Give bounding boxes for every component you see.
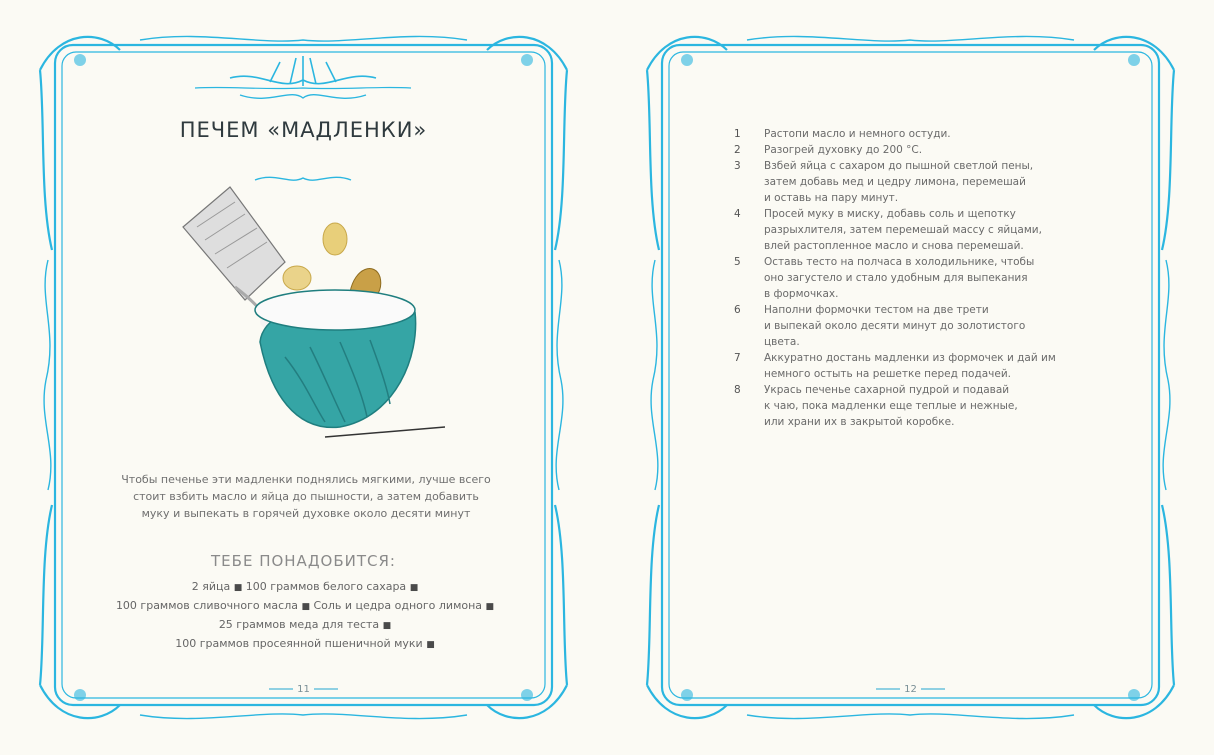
step-text: Взбей яйца с сахаром до пышной светлой пены, — [764, 160, 1034, 172]
step-text: Просей муку в миску, добавь соль и щепотку — [764, 208, 1016, 220]
divider — [269, 688, 293, 690]
step-text: оно загустело и стало удобным для выпекания — [764, 272, 1028, 284]
page-number: 11 — [297, 684, 310, 695]
intro-line: стоит взбить масло и яйца до пышности, а затем добавить — [133, 490, 479, 503]
ingredient-item: 25 граммов меда для теста — [218, 618, 380, 631]
step-number: 7 — [734, 352, 741, 364]
step-item — [734, 382, 1094, 430]
step-item — [734, 126, 1094, 142]
step-item — [734, 206, 1094, 254]
step-number: 2 — [734, 144, 741, 156]
bowl-illustration — [175, 182, 445, 447]
step-number: 1 — [734, 128, 741, 140]
step-text: или храни их в закрытой коробке. — [764, 416, 955, 428]
bullet-icon: ■ — [382, 621, 392, 631]
divider — [921, 688, 945, 690]
step-text: разрыхлителя, затем перемешай массу с яйцами, — [764, 224, 1042, 236]
step-text: и выпекай около десяти минут до золотистого — [764, 320, 1026, 332]
ingredient-row — [70, 578, 540, 597]
step-text: Аккуратно достань мадленки из формочек и дай им — [764, 352, 1056, 364]
step-item — [734, 302, 1094, 350]
intro-line: муку и выпекать в горячей духовке около десяти минут — [141, 507, 471, 520]
page-number: 12 — [904, 684, 917, 695]
step-text: к чаю, пока мадленки еще теплые и нежные, — [764, 400, 1018, 412]
bullet-icon: ■ — [409, 583, 419, 593]
step-item — [734, 158, 1094, 206]
step-text: в формочках. — [764, 288, 839, 300]
divider — [314, 688, 338, 690]
step-item — [734, 254, 1094, 302]
bullet-icon: ■ — [485, 602, 495, 612]
step-item — [734, 142, 1094, 158]
step-text: и оставь на пару минут. — [764, 192, 899, 204]
page-number-left — [0, 684, 607, 695]
step-number: 3 — [734, 160, 741, 172]
ingredients-list — [70, 578, 540, 654]
divider — [876, 688, 900, 690]
right-page — [607, 0, 1214, 755]
step-text: Укрась печенье сахарной пудрой и подавай — [764, 384, 1010, 396]
ingredient-row — [70, 616, 540, 635]
step-text: цвета. — [764, 336, 800, 348]
ingredient-item: 100 граммов белого сахара — [245, 580, 407, 593]
ingredient-item: Соль и цедра одного лимона — [313, 599, 483, 612]
recipe-steps — [734, 126, 1094, 430]
step-number: 4 — [734, 208, 741, 220]
step-text: затем добавь мед и цедру лимона, перемешай — [764, 176, 1026, 188]
ingredient-row — [70, 635, 540, 654]
bullet-icon: ■ — [301, 602, 310, 612]
ingredients-heading: ТЕБЕ ПОНАДОБИТСЯ: — [211, 552, 396, 570]
step-number: 5 — [734, 256, 741, 268]
step-item — [734, 350, 1094, 382]
ingredient-row — [70, 597, 540, 616]
bullet-icon: ■ — [233, 583, 243, 593]
step-number: 6 — [734, 304, 741, 316]
bullet-icon: ■ — [426, 640, 435, 650]
ingredient-item: 100 граммов сливочного масла — [115, 599, 298, 612]
step-text: Оставь тесто на полчаса в холодильнике, чтобы — [764, 256, 1035, 268]
step-text: немного остыть на решетке перед подачей. — [764, 368, 1012, 380]
step-text: Растопи масло и немного остуди. — [764, 128, 951, 140]
ingredient-item: 2 яйца — [191, 580, 231, 593]
step-text: Разогрей духовку до 200 °С. — [764, 144, 923, 156]
step-text: Наполни формочки тестом на две трети — [764, 304, 989, 316]
step-text: влей растопленное масло и снова перемешай. — [764, 240, 1024, 252]
step-number: 8 — [734, 384, 741, 396]
ingredient-item: 100 граммов просеянной пшеничной муки — [175, 637, 423, 650]
recipe-title: ПЕЧЕМ «МАДЛЕНКИ» — [179, 118, 428, 142]
intro-paragraph — [88, 471, 524, 522]
page-number-right — [607, 684, 1214, 695]
intro-line: Чтобы печенье эти мадленки поднялись мягкими, лучше всего — [121, 473, 491, 486]
